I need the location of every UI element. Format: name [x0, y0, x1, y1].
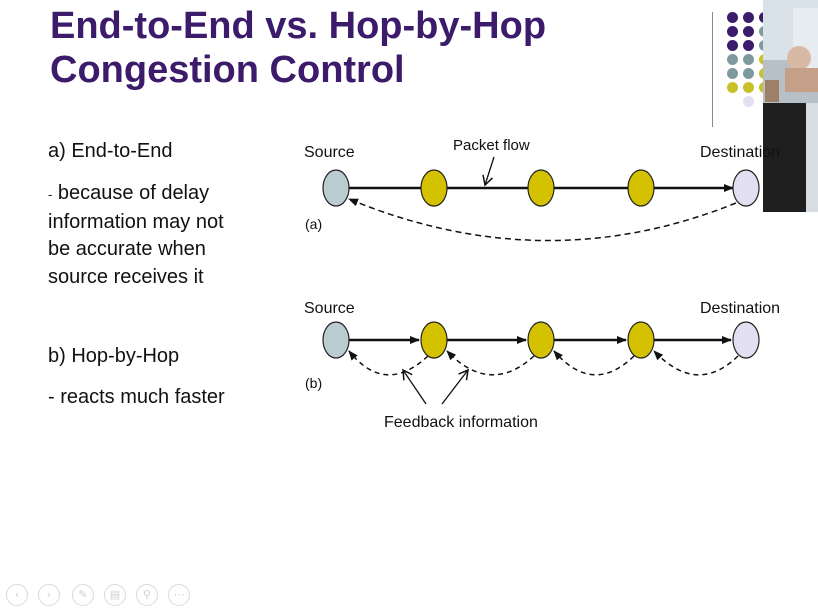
diagram-b-router-node — [628, 322, 654, 358]
diagram-b-source-label: Source — [304, 300, 355, 317]
diagram-b-feedback-arc — [654, 351, 738, 375]
diagram-b-destination-node — [733, 322, 759, 358]
diagram-b-feedback-arc — [554, 351, 634, 375]
packet-flow-label: Packet flow — [453, 137, 530, 154]
hop-by-hop-description: - reacts much faster — [48, 386, 225, 408]
diagram-a-router-node — [421, 170, 447, 206]
hop-by-hop-heading: b) Hop-by-Hop — [48, 345, 180, 367]
diagram-b-feedback-arc — [349, 351, 428, 375]
back-icon[interactable]: ‹ — [6, 584, 28, 606]
end-to-end-line-3: be accurate when — [48, 238, 206, 260]
pen-icon[interactable]: ✎ — [72, 584, 94, 606]
title-line-2: Congestion Control — [50, 49, 405, 91]
end-to-end-heading: a) End-to-End — [48, 140, 173, 162]
end-to-end-line-2: information may not — [48, 210, 224, 233]
diagram-b-router-node — [421, 322, 447, 358]
diagram-a-source-node — [323, 170, 349, 206]
feedback-pointer — [403, 370, 426, 404]
diagram-a-router-node — [628, 170, 654, 206]
diagram-b — [304, 300, 780, 431]
forward-icon[interactable]: › — [38, 584, 60, 606]
diagram-b-feedback-arc — [447, 351, 534, 375]
diagram-b-destination-label: Destination — [700, 300, 781, 317]
diagram-a-router-node — [528, 170, 554, 206]
end-to-end-line-1: because of delay — [57, 182, 210, 204]
packet-flow-pointer — [485, 157, 494, 185]
diagram-a-source-label: Source — [304, 144, 355, 161]
diagram-b-panel-label: (b) — [305, 375, 323, 391]
feedback-pointer — [442, 370, 468, 404]
diagram-b-router-node — [528, 322, 554, 358]
diagram-a-destination-node — [733, 170, 759, 206]
end-to-end-line-4: source receives it — [48, 265, 204, 288]
more-icon[interactable]: ⋯ — [168, 584, 190, 606]
diagram-a-destination-label: Destination — [700, 144, 781, 161]
feedback-information-label: Feedback information — [384, 414, 538, 431]
diagram-b-source-node — [323, 322, 349, 358]
title-line-1: End-to-End vs. Hop-by-Hop — [50, 5, 547, 47]
diagram-a — [304, 137, 780, 241]
diagram-a-panel-label: (a) — [305, 216, 323, 232]
zoom-icon[interactable]: ⚲ — [136, 584, 158, 606]
end-to-end-dash: - — [48, 187, 53, 202]
slides-icon[interactable]: ▤ — [104, 584, 126, 606]
